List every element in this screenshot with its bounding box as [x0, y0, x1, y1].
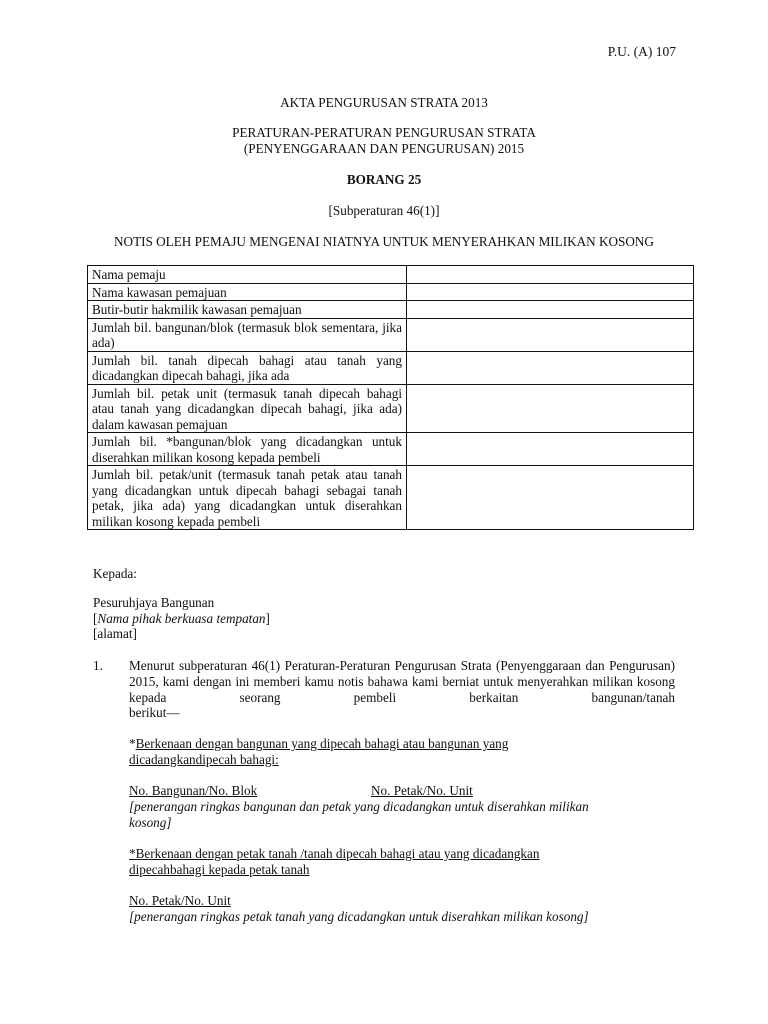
row-value-field[interactable] [407, 301, 694, 319]
row-value-field[interactable] [407, 351, 694, 384]
building-columns [129, 783, 675, 799]
land-parcel-no-label: No. Petak/No. Unit [129, 893, 231, 908]
land-heading-line2: dipecahbahagi kepada petak tanah [129, 861, 310, 877]
row-value-field[interactable] [407, 384, 694, 433]
table-row [88, 266, 694, 284]
table-row [88, 301, 694, 319]
parcel-no-label: No. Petak/No. Unit [371, 783, 473, 798]
land-section-heading [129, 846, 675, 878]
recipient-authority [93, 611, 270, 627]
row-value-field[interactable] [407, 466, 694, 530]
paragraph-number: 1. [93, 658, 103, 673]
row-value-field[interactable] [407, 283, 694, 301]
table-row [88, 433, 694, 466]
land-heading-line1: *Berkenaan dengan petak tanah /tanah dipecah bahagi atau yang dicadangkan [129, 846, 540, 861]
building-heading-line1: Berkenaan dengan bangunan yang dipecah bahagi atau bangunan yang [135, 736, 509, 751]
asterisk-mark: * [129, 736, 136, 751]
page-reference: P.U. (A) 107 [607, 44, 676, 59]
authority-close-bracket: ] [265, 610, 270, 626]
row-label: Jumlah bil. *bangunan/blok yang dicadangkan untuk diserahkan milikan kosong kepada pembeli [88, 433, 407, 466]
regulation-title-line2: (PENYENGGARAAN DAN PENGURUSAN) 2015 [243, 140, 525, 156]
row-label: Jumlah bil. tanah dipecah bahagi atau tanah yang dicadangkan dipecah bahagi, jika ada [88, 351, 407, 384]
building-no-label: No. Bangunan/No. Blok [129, 783, 258, 798]
row-value-field[interactable] [407, 266, 694, 284]
table-row [88, 283, 694, 301]
building-desc-line1: [penerangan ringkas bangunan dan petak yang dicadangkan untuk diserahkan milikan [129, 799, 589, 814]
table-row [88, 351, 694, 384]
developer-details-table [87, 265, 694, 530]
building-section-heading [129, 736, 675, 768]
row-label: Jumlah bil. petak unit (termasuk tanah dipecah bahagi atau tanah yang dicadangkan dipecah bahagi, jika ada) dalam kawasan pemajuan [88, 384, 407, 433]
regulation-title [85, 125, 683, 157]
recipient-name: Pesuruhjaya Bangunan [93, 595, 215, 610]
building-desc-line2: kosong] [129, 814, 172, 830]
table-row [88, 384, 694, 433]
paragraph-text-body: Menurut subperaturan 46(1) Peraturan-Peraturan Pengurusan Strata (Penyenggaraan dan Pengurusan) 2015, kami dengan ini memberi kamu notis bahawa kami berniat untuk menyerahkan milikan kosong kepada seorang pembeli berkaitan bangunan/tanah [129, 658, 675, 705]
authority-open-bracket: [ [93, 610, 98, 626]
act-title: AKTA PENGURUSAN STRATA 2013 [280, 95, 488, 110]
subregulation-ref: [Subperaturan 46(1)] [328, 203, 440, 218]
authority-name: Nama pihak berkuasa tempatan [97, 610, 266, 626]
row-value-field[interactable] [407, 318, 694, 351]
table-row [88, 466, 694, 530]
row-label: Nama pemaju [88, 266, 407, 284]
recipient-to: Kepada: [93, 566, 137, 581]
row-value-field[interactable] [407, 433, 694, 466]
table-row [88, 318, 694, 351]
paragraph-text [129, 658, 675, 721]
regulation-title-line1: PERATURAN-PERATURAN PENGURUSAN STRATA [232, 125, 536, 140]
land-description: [penerangan ringkas petak tanah yang dicadangkan untuk diserahkan milikan kosong] [129, 909, 589, 924]
form-title: BORANG 25 [346, 172, 422, 187]
paragraph-text-last: berikut— [129, 705, 180, 721]
row-label: Jumlah bil. bangunan/blok (termasuk blok sementara, jika ada) [88, 318, 407, 351]
building-description [129, 799, 675, 831]
building-heading-line2: dicadangkandipecah bahagi: [129, 751, 279, 767]
row-label: Nama kawasan pemajuan [88, 283, 407, 301]
row-label: Butir-butir hakmilik kawasan pemajuan [88, 301, 407, 319]
recipient-block [93, 595, 270, 642]
recipient-address: [alamat] [93, 626, 137, 641]
notice-title: NOTIS OLEH PEMAJU MENGENAI NIATNYA UNTUK MENYERAHKAN MILIKAN KOSONG [114, 234, 654, 249]
row-label: Jumlah bil. petak/unit (termasuk tanah petak atau tanah yang dicadangkan untuk dipecah bahagi sebagai tanah petak, jika ada) yang dicadangkan untuk diserahkan milikan kosong kepada pembeli [88, 466, 407, 530]
